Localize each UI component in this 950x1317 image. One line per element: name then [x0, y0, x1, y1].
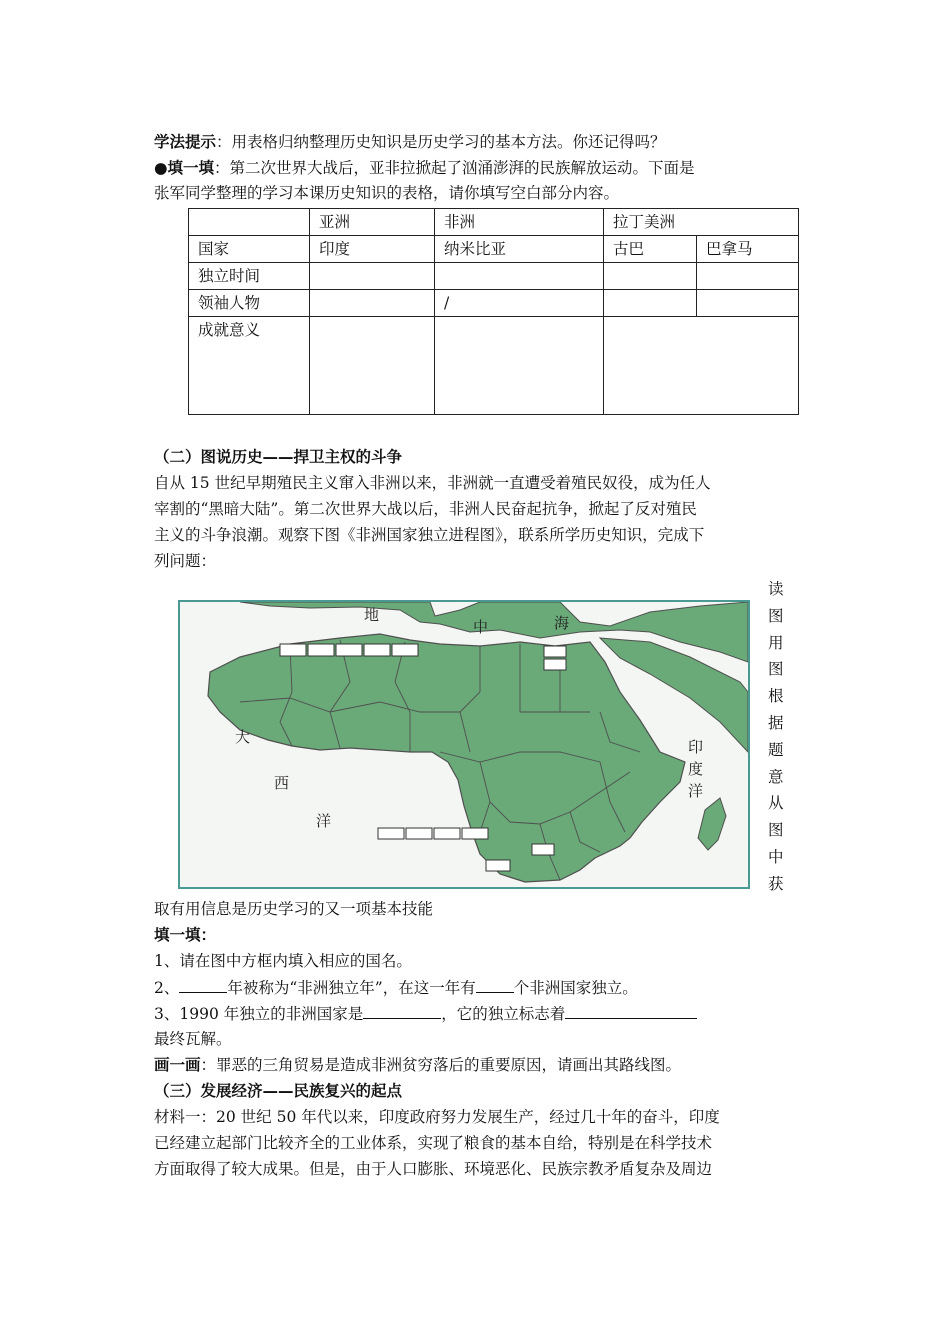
- section3-paragraph-line: 方面取得了较大成果。但是，由于人口膨胀、环境恶化、民族宗教矛盾复杂及周边: [154, 1160, 713, 1178]
- country-label-box[interactable]: [406, 828, 432, 839]
- map-label-yang-west: 洋: [316, 812, 332, 830]
- table-header-row: [189, 209, 799, 236]
- vertical-side-text: [768, 576, 788, 898]
- blank-cell[interactable]: [310, 263, 435, 290]
- map-label-zhong: 中: [473, 618, 489, 636]
- draw-line: [154, 1054, 681, 1076]
- map-label-yin: 印: [688, 738, 704, 756]
- cell-panama: 巴拿马: [697, 236, 799, 263]
- blank-cell[interactable]: [604, 317, 799, 415]
- blank-cell[interactable]: [604, 290, 697, 317]
- table-row: [189, 317, 799, 415]
- map-label-da: 大: [235, 728, 251, 746]
- draw-text: ：罪恶的三角贸易是造成非洲贫穷落后的重要原因，请画出其路线图。: [200, 1056, 682, 1074]
- side-char: 从: [768, 794, 784, 813]
- section2-paragraph-line: 自从 15 世纪早期殖民主义窜入非洲以来，非洲就一直遭受着殖民奴役，成为任人: [154, 474, 711, 492]
- side-char: 根: [768, 687, 784, 706]
- cell-slash: /: [435, 290, 604, 317]
- row-label-country: 国家: [189, 236, 310, 263]
- table-header-asia: 亚洲: [310, 209, 435, 236]
- meaning-blank[interactable]: [565, 1002, 697, 1019]
- table-row: [189, 290, 799, 317]
- question-3-middle: ，它的独立标志着: [441, 1005, 566, 1023]
- table-corner-cell: [189, 209, 310, 236]
- year-blank[interactable]: [179, 976, 227, 993]
- side-char: 题: [768, 740, 784, 759]
- country-blank[interactable]: [363, 1002, 441, 1019]
- map-label-hai: 海: [554, 614, 570, 632]
- side-char: 图: [768, 660, 784, 679]
- after-map-text: 取有用信息是历史学习的又一项基本技能: [154, 900, 434, 918]
- section2-paragraph-line: 主义的斗争浪潮。观察下图《非洲国家独立进程图》，联系所学历史知识，完成下: [154, 526, 705, 544]
- question-3-end: 最终瓦解。: [154, 1030, 232, 1048]
- fill-in-text-2: 张军同学整理的学习本课历史知识的表格，请你填写空白部分内容。: [154, 184, 620, 202]
- study-tip-label: 学法提示: [154, 133, 217, 151]
- blank-cell[interactable]: [310, 317, 435, 415]
- country-label-box[interactable]: [308, 644, 334, 656]
- country-label-box[interactable]: [486, 860, 510, 871]
- blank-cell[interactable]: [604, 263, 697, 290]
- side-char: 读: [768, 580, 784, 598]
- row-label-leader: 领袖人物: [189, 290, 310, 317]
- count-blank[interactable]: [476, 976, 514, 993]
- madagascar-land: [698, 798, 726, 850]
- country-label-box[interactable]: [462, 828, 488, 839]
- blank-cell[interactable]: [435, 263, 604, 290]
- study-tip-line: [154, 131, 666, 153]
- country-label-box[interactable]: [434, 828, 460, 839]
- question-1: 1、请在图中方框内填入相应的国名。: [154, 952, 412, 970]
- draw-label: 画一画: [154, 1056, 201, 1074]
- side-char: 用: [768, 633, 784, 652]
- fill-in-text: ：第二次世界大战后，亚非拉掀起了汹涌澎湃的民族解放运动。下面是: [214, 159, 695, 177]
- row-label-independence-time: 独立时间: [189, 263, 310, 290]
- blank-cell[interactable]: [697, 290, 799, 317]
- cell-cuba: 古巴: [604, 236, 697, 263]
- question-3: [154, 1002, 697, 1025]
- country-label-box[interactable]: [280, 644, 306, 656]
- blank-cell[interactable]: [697, 263, 799, 290]
- country-label-box[interactable]: [544, 646, 566, 657]
- blank-cell[interactable]: [310, 290, 435, 317]
- country-label-box[interactable]: [378, 828, 404, 839]
- history-summary-table: [188, 208, 799, 415]
- map-label-du: 度: [688, 760, 704, 778]
- side-char: 据: [768, 713, 784, 732]
- section3-paragraph-line: 材料一：20 世纪 50 年代以来，印度政府努力发展生产，经过几十年的奋斗，印度: [154, 1108, 720, 1126]
- cell-namibia: 纳米比亚: [435, 236, 604, 263]
- row-label-achievement: 成就意义: [189, 317, 310, 415]
- table-header-latin-america: 拉丁美洲: [604, 209, 799, 236]
- side-char: 获: [768, 874, 784, 893]
- section3-paragraph-line: 已经建立起部门比较齐全的工业体系，实现了粮食的基本自给，特别是在科学技术: [154, 1134, 713, 1152]
- question-3-prefix: 3、1990 年独立的非洲国家是: [154, 1005, 364, 1023]
- table-row: [189, 236, 799, 263]
- question-2-middle: 年被称为“非洲独立年”，在这一年有: [227, 979, 476, 997]
- map-label-yang-east: 洋: [688, 782, 704, 800]
- question-2-suffix: 个非洲国家独立。: [513, 979, 638, 997]
- section2-paragraph-line: 宰割的“黑暗大陆”。第二次世界大战以后，非洲人民奋起抗争，掀起了反对殖民: [154, 500, 697, 518]
- map-label-xi: 西: [274, 774, 290, 792]
- fill-in-line: [154, 157, 695, 179]
- question-2: [154, 976, 638, 999]
- africa-map-svg: [180, 602, 748, 887]
- fill-in-label: ●填一填: [154, 159, 215, 177]
- country-label-box[interactable]: [532, 844, 554, 855]
- country-label-box[interactable]: [364, 644, 390, 656]
- side-char: 意: [768, 767, 784, 786]
- fill2-heading: 填一填：: [154, 926, 217, 944]
- country-label-box[interactable]: [336, 644, 362, 656]
- side-char: 图: [768, 606, 784, 625]
- side-char: 中: [768, 847, 784, 866]
- map-label-di: 地: [364, 606, 380, 624]
- table-header-africa: 非洲: [435, 209, 604, 236]
- blank-cell[interactable]: [435, 317, 604, 415]
- cell-india: 印度: [310, 236, 435, 263]
- study-tip-text: ：用表格归纳整理历史知识是历史学习的基本方法。你还记得吗？: [216, 133, 666, 151]
- section3-heading: （三）发展经济——民族复兴的起点: [154, 1082, 403, 1100]
- africa-independence-map: [178, 600, 750, 889]
- africa-land: [208, 634, 685, 882]
- table-row: [189, 263, 799, 290]
- country-label-box[interactable]: [544, 659, 566, 670]
- side-char: 图: [768, 821, 784, 840]
- section2-paragraph-line: 列问题：: [154, 552, 217, 570]
- question-2-prefix: 2、: [154, 979, 180, 997]
- section2-heading: （二）图说历史——捍卫主权的斗争: [154, 448, 403, 466]
- country-label-box[interactable]: [392, 644, 418, 656]
- label-box-group-north: [280, 644, 418, 656]
